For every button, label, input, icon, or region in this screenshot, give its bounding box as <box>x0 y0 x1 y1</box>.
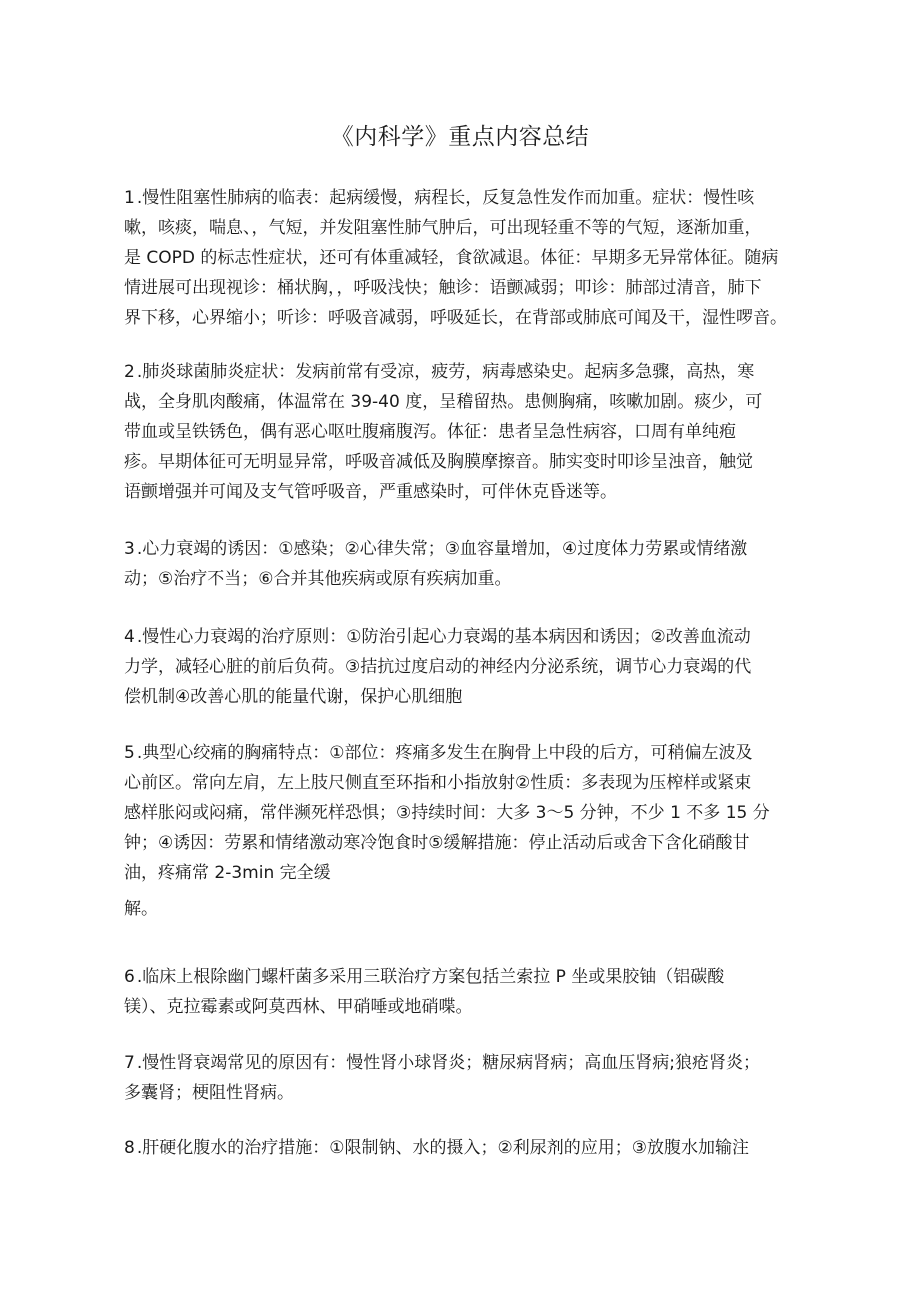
section-line: 解。 <box>124 899 158 919</box>
section-6 <box>124 962 826 1022</box>
section-line: 疹。早期体征可无明显异常，呼吸音减低及胸膜摩擦音。肺实变时叩诊呈浊音，触觉 <box>124 452 753 472</box>
section-line: 力学，减轻心脏的前后负荷。③拮抗过度启动的神经内分泌系统，调节心力衰竭的代 <box>124 657 752 677</box>
section-line: 多囊肾；梗阻性肾病。 <box>124 1083 294 1103</box>
section-line: 镁）、克拉霉素或阿莫西林、甲硝唾或地硝喋。 <box>124 997 473 1017</box>
section-4 <box>124 622 826 712</box>
section-number: 5 <box>124 743 135 763</box>
section-line: 4 .慢性心力衰竭的治疗原则：①防治引起心力衰竭的基本病因和诱因；②改善血流动 <box>124 627 751 647</box>
section-line: 情进展可出现视诊：桶状胸，，呼吸浅快；触诊：语颤减弱；叩诊：肺部过清音，肺下 <box>124 278 762 298</box>
section-5-tail <box>124 894 826 924</box>
section-line: 带血或呈铁锈色，偶有恶心呕吐腹痛腹泻。体征：患者呈急性病容，口周有单纯疱 <box>124 422 736 442</box>
section-5 <box>124 738 826 888</box>
section-line: 油，疼痛常 2-3min 完全缓 <box>124 863 331 883</box>
section-line: 6 .临床上根除幽门螺杆菌多采用三联治疗方案包括兰索拉 P 坐或果胶铀（铝碳酸 <box>124 967 725 987</box>
section-line: 感样胀闷或闷痛，常伴濒死样恐惧；③持续时间：大多 3～5 分钟，不少 1 不多 15 分 <box>124 803 770 823</box>
section-line: 嗽，咳痰，喘息、，气短，并发阻塞性肺气肿后，可出现轻重不等的气短，逐渐加重， <box>124 218 762 238</box>
section-line: 语颤增强并可闻及支气管呼吸音，严重感染时，可伴休克昏迷等。 <box>124 482 617 502</box>
section-line: 1 .慢性阻塞性肺病的临表：起病缓慢，病程长，反复急性发作而加重。症状：慢性咳 <box>124 188 755 208</box>
section-line: 5 .典型心绞痛的胸痛特点：①部位：疼痛多发生在胸骨上中段的后方，可稍偏左波及 <box>124 743 753 763</box>
section-line: 钟；④诱因：劳累和情绪激动寒冷饱食时⑤缓解措施：停止活动后或舍下含化硝酸甘 <box>124 833 750 853</box>
section-line: 2 .肺炎球菌肺炎症状：发病前常有受凉，疲劳，病毒感染史。起病多急骤，高热，寒 <box>124 362 755 382</box>
section-number: 6 <box>124 967 135 987</box>
section-3 <box>124 534 826 594</box>
section-line: 是 COPD 的标志性症状，还可有体重减轻，食欲减退。体征：早期多无异常体征。随病 <box>124 248 779 268</box>
section-number: 3 <box>124 539 135 559</box>
section-line: 8 .肝硬化腹水的治疗措施：①限制钠、水的摄入；②利尿剂的应用；③放腹水加输注 <box>124 1138 749 1158</box>
section-8 <box>124 1133 826 1163</box>
section-line: 战，全身肌肉酸痛，体温常在 39-40 度，呈稽留热。患侧胸痛，咳嗽加剧。痰少，可 <box>124 392 763 412</box>
section-number: 4 <box>124 627 135 647</box>
section-line: 偿机制④改善心肌的能量代谢，保护心肌细胞 <box>124 687 463 707</box>
section-7 <box>124 1048 826 1108</box>
section-number: 7 <box>124 1053 135 1073</box>
section-line: 7 .慢性肾衰竭常见的原因有：慢性肾小球肾炎；糖尿病肾病；高血压肾病;狼疮肾炎； <box>124 1053 760 1073</box>
section-line: 3 .心力衰竭的诱因：①感染；②心律失常；③血容量增加，④过度体力劳累或情绪激 <box>124 539 748 559</box>
section-line: 界下移，心界缩小；听诊：呼吸音减弱，呼吸延长，在背部或肺底可闻及干，湿性啰音。 <box>124 308 787 328</box>
section-number: 2 <box>124 362 135 382</box>
section-number: 1 <box>124 188 135 208</box>
section-2 <box>124 357 826 507</box>
section-1 <box>124 183 826 333</box>
document-title: 《内科学》重点内容总结 <box>330 124 590 150</box>
section-number: 8 <box>124 1138 135 1158</box>
section-line: 动；⑤治疗不当；⑥合并其他疾病或原有疾病加重。 <box>124 569 512 589</box>
section-line: 心前区。常向左肩，左上肢尺侧直至环指和小指放射②性质：多表现为压榨样或紧束 <box>124 773 752 793</box>
